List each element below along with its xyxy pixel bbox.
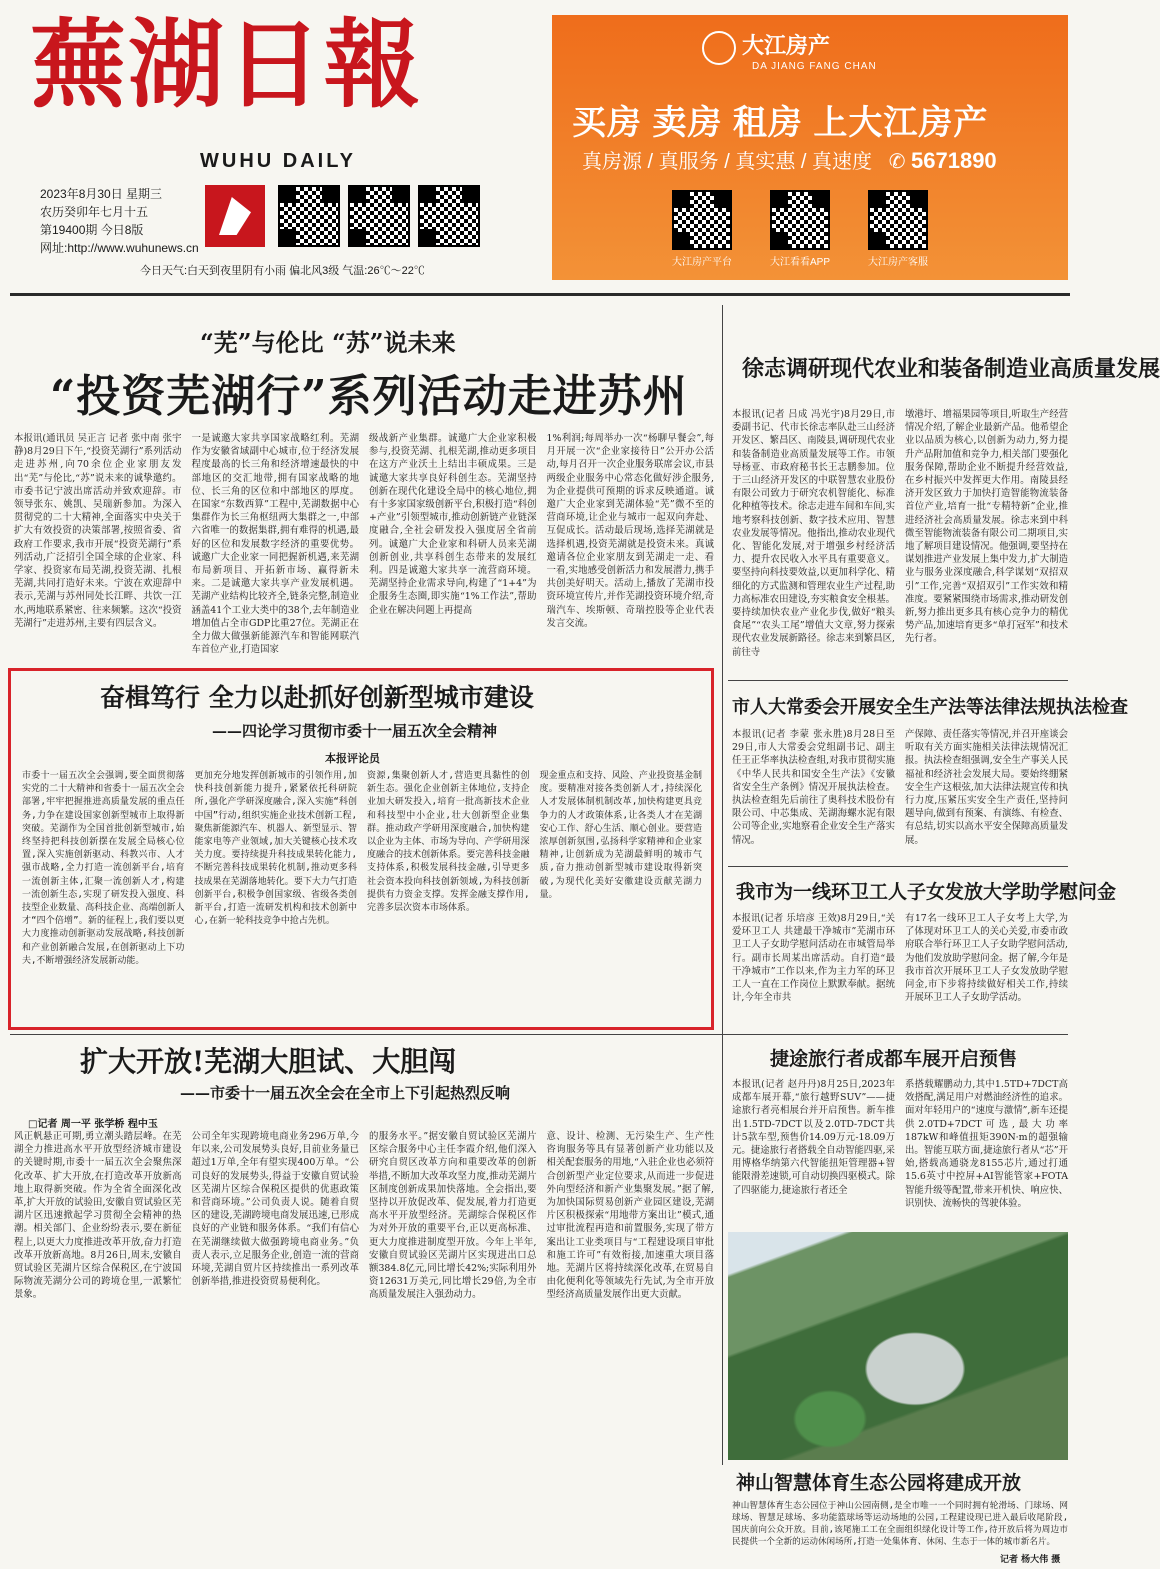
edition-info	[40, 185, 199, 257]
article-column: 本报讯(记者 赵丹丹)8月25日,2023年成都车展开幕,“旅行越野SUV”——捷途旅行者亮相展台并开启预售。新车推出1.5TD-7DCT以及2.0TD-7DCT共计5款车型,预售价14.09万元-18.09万元。捷途旅行者搭载全自动智能四驱,采用博格华纳第六代智能扭矩管理器+智能限滑差速锁,可自动切换四驱模式。除了四驱能力,捷途旅行者还全	[732, 1079, 895, 1196]
edition-website[interactable]: 网址:http://www.wuhunews.cn	[40, 241, 199, 255]
park-aerial-photo	[728, 1232, 1068, 1460]
article-column: 本报讯(通讯员 吴正言 记者 张中南 张宇静)8月29日下午,“投资芜湖行”系列活动走进苏州,向70余位企业家朋友发出“芜”与伦比,“苏”说未来的诚挚邀约。市委书记宁波出席活动并致欢迎辞。市领导张东、姚凯、吴瑞新参加。为深入贯彻党的二十大精神,全面落实中央关于扩大有效投资的决策部署,按照省委、省政府工作要求,我市开展“投资芜湖行”系列活动,广泛招引全国全球的企业家、科学家、投资家布局芜湖,投资芜湖、扎根芜湖,共同打造好未来。宁波在欢迎辞中表示,芜湖与苏州同处长江畔、共饮一江水,两地联系紧密、往来频繁。这次“投资芜湖行”走进苏州,主要有四层含义。	[14, 433, 182, 629]
second-body	[14, 1130, 714, 1558]
masthead-title: 蕪湖日報	[30, 8, 422, 121]
right-mid1-headline[interactable]: 市人大常委会开展安全生产法等法律法规执法检查	[732, 697, 1128, 718]
masthead-english-title: WUHU DAILY	[200, 150, 356, 172]
article-column: 墩港圩、增福果园等项目,听取生产经营情况介绍,了解企业最新产品。他希望企业以品质为核心,以创新为动力,努力提升产品附加值和竞争力,相关部门要强化服务保障,帮助企业不断提升经营效益,在乡村振兴中发挥更大作用。南陵县经济开发区致力于加快打造智能物流装备首位产业,培育一批“专精特新”企业,推进经济社会高质量发展。徐志来到中科微至智能物流装备有限公司二期项目,实地了解项目建设情况。他强调,要坚持在谋划推进产业发展上集中发力,扩大制造业与服务业深度融合,科学谋划“双招双引”工作,完善“双招双引”工作实效和精准度。要紧紧围绕市场需求,推动研发创新,努力推出更多具有核心竞争力的精优势产品,加速培育更多“单打冠军”和技术先行者。	[905, 409, 1068, 645]
lead-headline[interactable]: “投资芜湖行”系列活动走进苏州	[50, 371, 688, 422]
ad-qr-item[interactable]	[868, 190, 928, 268]
article-column: 风正帆悬正可期,勇立潮头踏层峰。在芜湖全力推进高水平开放型经济城市建设的关键时期,市委十一届五次全会聚焦深化改革、扩大开放,在打造改革开放新高地上取得新突破。作为全省全面深化改革,扩大开放的试验田,安徽自贸试验区芜湖片区迅速掀起学习贯彻全会精神的热潮。相关部门、企业纷纷表示,要在新征程上,以更大力度推进改革开放,奋力打造改革开放新高地。8月26日,周末,安徽自贸试验区芜湖片区综合保税区,在宁波国际物流芜湖分公司的跨境仓里,一派繁忙景象。	[14, 1131, 182, 1301]
article-column: 一是诚邀大家共享国家战略红利。芜湖作为安徽省域副中心城市,位于经济发展程度最高的长三角和经济增速最快的中部地区的交汇地带,拥有国家战略的地位、长三角的区位和中部地区的厚度。在国家“东数西算”工程中,芜湖数据中心集群作为长三角枢纽两大集群之一,中部六省唯一的数据集群,拥有难得的机遇,最好的区位和发展数字经济的重要优势。诚邀广大企业家一同把握新机遇,来芜湖布局新项目、开拓新市场、赢得新未来。二是诚邀大家共享产业发展机遇。芜湖产业结构比较齐全,链条完整,制造业涵盖41个工业大类中的38个,去年制造业增加值占全市GDP比重27位。芜湖正在全力做大做强新能源汽车和智能网联汽车首位产业,打造国家	[191, 433, 359, 656]
ad-qr-label: 大江看看APP	[770, 257, 831, 268]
qr-code-icon[interactable]	[868, 190, 928, 250]
article-column: 本报讯(记者 李蒙 张永胜)8月28日至29日,市人大常委会党组副书记、副主任王正华率执法检查组,对我市贯彻实施《中华人民共和国安全生产法》《安徽省安全生产条例》情况开展执法检查。执法检查组先后前往了奥科技术股份有限公司、中芯集成、芜湖海螺水泥有限公司等企业,实地察看企业安全生产落实情况。	[732, 729, 895, 846]
article-column: 系搭载耀鹏动力,其中1.5TD+7DCT高效搭配,满足用户对燃油经济性的追求。面对年轻用户的“速度与激情”,新车还提供2.0TD+7DCT可选,最大功率187kW和峰值扭矩390N·m的超强输出。智能互联方面,捷途旅行者从“芯”开始,搭载高通骁龙8155芯片,通过打通15.6英寸中控屏+AI智能管家+FOTA智能升级等配置,带来开机快、响应快、识别快、流畅快的驾驶体验。	[905, 1079, 1068, 1209]
ad-qr-item[interactable]	[672, 190, 732, 268]
lead-kicker: “芜”与伦比 “苏”说未来	[200, 328, 456, 357]
edition-issue: 第19400期 今日8版	[40, 223, 144, 237]
qr-code-icon[interactable]	[672, 190, 732, 250]
qr-code-icon[interactable]	[418, 185, 480, 247]
article-column: 公司全年实现跨境电商业务296万单,今年以来,公司发展势头良好,目前业务量已超过1万单,全年有望实现400万单。“公司良好的发展势头,得益于安徽自贸试验区芜湖片区综合保税区提供的优惠政策和营商环境。”公司负责人说。随着自贸区的建设,芜湖跨境电商发展迅速,已形成良好的产业链和服务体系。“我们有信心在芜湖继续做大做强跨境电商业务。”负责人表示,立足服务企业,创造一流的营商环境,芜湖自贸片区持续推出一系列改革创新举措,推进投资贸易便利化。	[191, 1131, 359, 1288]
editorial-byline: 本报评论员	[325, 752, 380, 765]
article-column: 市委十一届五次全会强调,要全面贯彻落实党的二十大精神和省委十一届五次全会部署,牢牢把握推进高质量发展的重点任务,力争在建设国家创新型城市上取得新突破。芜湖作为全国首批创新型城市,始终坚持把科技创新摆在发展全局核心位置,深入实施创新驱动、科教兴市、人才强市战略,全力打造一流创新平台,培育一流创新主体,汇聚一流创新人才,构建一流创新生态,实现了研发投入强度、科技型企业数量、高科技企业、高端创新人才“四个倍增”。新的征程上,我们要以更大力度推动创新驱动发展战略,科技创新和产业创新融合发展,在创新驱动上下功夫,不断增强经济发展新动能。	[22, 771, 185, 966]
ad-slogan: 买房 卖房 租房 上大江房产	[572, 104, 989, 142]
photo-credit: 记者 杨大伟 摄	[1000, 1555, 1061, 1565]
section-divider	[728, 680, 1068, 681]
ad-qr-row	[672, 190, 928, 268]
article-column: 本报讯(记者 乐培彦 王效)8月29日,“关爱环卫工人 共建最干净城市”芜湖市环卫工人子女助学慰问活动在市城管局举行。副市长周某出席活动。自打造“最干净城市”工作以来,作为主力军的环卫工人一直在工作岗位上默默奉献。据统计,今年全市共	[732, 913, 895, 1004]
edition-lunar-date: 农历癸卯年七月十五	[40, 205, 149, 219]
right-mid1-body	[732, 728, 1068, 860]
section-divider	[728, 866, 1068, 867]
right-bottom-body	[732, 1078, 1068, 1226]
lead-body	[14, 432, 714, 660]
qr-code-icon[interactable]	[278, 185, 340, 247]
right-mid2-headline[interactable]: 我市为一线环卫工人子女发放大学助学慰问金	[736, 881, 1117, 903]
real-estate-ad[interactable]	[552, 15, 1068, 280]
article-column: 本报讯(记者 吕成 冯光宇)8月29日,市委副书记、代市长徐志率队赴三山经济开发区、繁昌区、南陵县,调研现代农业和装备制造业高质量发展等工作。市领导杨亚、市政府秘书长王志鹏参加。位于三山经济开发区的中联智慧农业股份有限公司致力于研究农机智能化、标准化种植等技术。徐志走进车间和车间,实地考察科技创新、数字技术应用、智慧农业发展等情况。他指出,推动农业现代化、智能化发展,对于增强乡村经济活力、提升农民收入水平具有重要意义。要坚持向科技要效益,以更加科学化、精细化的方式监测和管理农业生产过程,助力高标准农田建设,夯实粮食安全根基。要持续加快农业产业化步伐,做好“粮头食尾”“农头工尾”增值大文章,努力探索现代农业发展新路径。徐志来到繁昌区,前往寺	[732, 409, 895, 658]
phone-icon: ✆	[877, 151, 906, 173]
ad-brand: 大江房产	[742, 33, 831, 58]
article-column: 产保障、责任落实等情况,并召开座谈会听取有关方面实施相关法律法规情况汇报。执法检查组强调,安全生产事关人民福祉和经济社会发展大局。要始终绷紧安全生产这根弦,加大法律法规宣传和执行力度,压紧压实安全生产责任,坚持问题导向,做到有预案、有演练、有检查、有总结,切实以高水平安全保障高质量发展。	[905, 729, 1068, 846]
ad-qr-item[interactable]	[770, 190, 830, 268]
second-subtitle: ——市委十一届五次全会在全市上下引起热烈反响	[180, 1084, 511, 1102]
article-column: 意、设计、检测、无污染生产、生产性咨询服务等具有显著创新产业功能以及相关配套服务的用地,“入驻企业也必须符合创新型产业定位要求,从而进一步促进外向型经济和新产业集聚发展。”据了解,为加快国际贸易创新产业园区建设,芜湖片区积极探索“用地带方案出让”模式,通过审批流程再造和前置服务,实现了带方案出让工业类项目与“工程建设项目审批和施工许可”有效衔接,加速重大项目落地。芜湖片区将持续深化改革,在贸易自由化便利化等领域先行先试,为全市开放型经济高质量发展作出更大贡献。	[546, 1131, 714, 1301]
ad-sub-text: 真房源 / 真服务 / 真实惠 / 真速度	[582, 151, 873, 173]
qr-code-icon[interactable]	[770, 190, 830, 250]
ad-qr-label: 大江房产平台	[672, 257, 732, 268]
second-headline[interactable]: 扩大开放!芜湖大胆试、大胆闯	[80, 1045, 457, 1078]
editorial-title[interactable]: 奋楫笃行 全力以赴抓好创新型城市建设	[100, 683, 534, 712]
editorial-subtitle: ——四论学习贯彻市委十一届五次全会精神	[212, 722, 498, 740]
editorial-body	[22, 770, 702, 1020]
article-column: 现金重点和支持、风险、产业投资基金制度。要精准对接各类创新人才,持续深化人才发展体制机制改革,加快构建更具竞争力的人才政策体系,让各类人才在芜湖安心工作、舒心生活、顺心创业。要营造浓厚创新氛围,弘扬科学家精神和企业家精神,让创新成为芜湖最鲜明的城市气质,奋力推动创新型城市建设取得新突破,为现代化美好安徽建设贡献芜湖力量。	[539, 771, 702, 900]
right-top-headline[interactable]: 徐志调研现代农业和装备制造业高质量发展	[742, 356, 1160, 382]
photo-headline[interactable]: 神山智慧体育生态公园将建成开放	[736, 1472, 1022, 1494]
edition-date: 2023年8月30日 星期三	[40, 187, 163, 201]
masthead-divider	[10, 293, 1070, 296]
right-top-body	[732, 408, 1068, 666]
article-column: 资源,集聚创新人才,营造更具黏性的创新生态。强化企业创新主体地位,支持企业加大研发投入,培育一批高新技术企业和科技型中小企业,壮大创新型企业集群。推动政产学研用深度融合,加快构建以企业为主体、市场为导向、产学研用深度融合的技术创新体系。要完善科技金融支持体系,积极发展科技金融,引导更多社会资本投向科技创新领域,为科技创新提供有力资金支撑。发挥金融支撑作用,完善多层次资本市场体系。	[367, 771, 530, 914]
right-mid2-body	[732, 912, 1068, 1028]
article-column: 更加充分地发挥创新城市的引领作用,加快科技创新能力提升,紧紧依托科研院所,强化产学研深度融合,深入实施“科创中国”行动,组织实施企业技术创新工程,聚焦新能源汽车、机器人、新型显示、智能家电等产业领域,加大关键核心技术攻关力度。要持续提升科技成果转化能力,不断完善科技成果转化机制,推动更多科技成果在芜湖落地转化。要下大力气打造创新平台,积极争创国家级、省级各类创新平台,打造一流研发机构和技术创新中心,在新一轮科技竞争中抢占先机。	[194, 771, 357, 927]
section-divider	[10, 1034, 1068, 1035]
ad-brand-english: DA JIANG FANG CHAN	[752, 61, 877, 72]
qr-code-icon[interactable]	[348, 185, 410, 247]
article-column: 1%利润;每周举办一次“杨聊早餐会”,每月开展一次“企业家接待日”公开办公活动,每月召开一次企业服务联席会议,市县两级企业服务中心常态化做好涉企服务,为企业提供可预期的诉求反映通道。诚邀广大企业家到芜湖体验“芜”微不至的营商环境,让企业与城市一起双向奔赴、互促成长。活动最后现场,选择芜湖就是选择机遇,投资芜湖就是投资未来。真诚邀请各位企业家朋友到芜湖走一走、看一看,实地感受创新活力和发展潜力,携手共创美好明天。活动上,播放了芜湖市投资环境宣传片,并作芜湖投资环境介绍,奇瑞汽车、埃斯顿、奇瑞控股等企业代表发言交流。	[546, 433, 714, 629]
ad-qr-label: 大江房产客服	[868, 257, 929, 268]
ad-phone[interactable]: 5671890	[911, 148, 997, 173]
article-column: 有17名一线环卫工人子女考上大学,为了体现对环卫工人的关心关爱,市委市政府联合举行环卫工人子女助学慰问活动,为他们发放助学慰问金。据了解,今年是我市首次开展环卫工人子女发放助学慰问金,市下步将持续做好相关工作,持续开展环卫工人子女助学活动。	[905, 913, 1068, 1004]
ad-subtitle	[582, 145, 997, 174]
article-column: 级战新产业集群。诚邀广大企业家积极参与,投资芜湖、扎根芜湖,推动更多项目在这方产业沃土上结出丰硕成果。三是诚邀大家共享良好科创生态。芜湖坚持创新在现代化建设全局中的核心地位,拥有十多家国家级创新平台,积极打造“科创+产业”引领型城市,推动创新链产业链深度融合,全社会研发投入强度居全省前列。诚邀广大企业家和科研人员来芜湖创新创业,共享科创生态带来的发展红利。四是诚邀大家共享一流营商环境。芜湖坚持企业需求导向,构建了“1+4”为企服务生态圈,即实施“1%工作法”,帮助企业在解决问题上再提高	[369, 433, 537, 616]
second-byline: □记者 周一平 张学桥 程中玉	[28, 1119, 158, 1130]
article-column: 的服务水平。”据安徽自贸试验区芜湖片区综合服务中心主任李霞介绍,他们深入研究自贸区改革方向和重要改革的创新举措,不断加大改革攻坚力度,推动芜湖片区制度创新成果加快落地。全会指出,要坚持以开放促改革、促发展,着力打造更高水平开放型经济。芜湖综合保税区作为对外开放的重要平台,正以更高标准、更大力度推进制度型开放。今年上半年,安徽自贸试验区芜湖片区实现进出口总额384.8亿元,同比增长42%;实际利用外资12631万美元,同比增长29倍,为全市高质量发展注入强劲动力。	[369, 1131, 537, 1301]
brand-logo-icon	[702, 31, 736, 65]
column-divider	[722, 305, 723, 1465]
right-bottom-headline[interactable]: 捷途旅行者成都车展开启预售	[770, 1048, 1018, 1070]
newspaper-logo-icon	[205, 185, 265, 247]
photo-caption: 神山智慧体育生态公园位于神山公园南侧,是全市唯一一个同时拥有轮滑场、门球场、网球场、智慧足球场、多功能篮球场等运动场地的公园,工程建设现已进入最后收尾阶段,国庆前向公众开放。目前,该尾施工工在全面组织绿化设计等工作,待开放后将为周边市民提供一个全新的运动休闲场所,打造一处集体育、休闲、生态于一体的城市新名片。	[732, 1501, 1068, 1547]
weather-info: 今日天气:白天到夜里阴有小雨 偏北风3级 气温:26℃～22℃	[140, 265, 425, 277]
